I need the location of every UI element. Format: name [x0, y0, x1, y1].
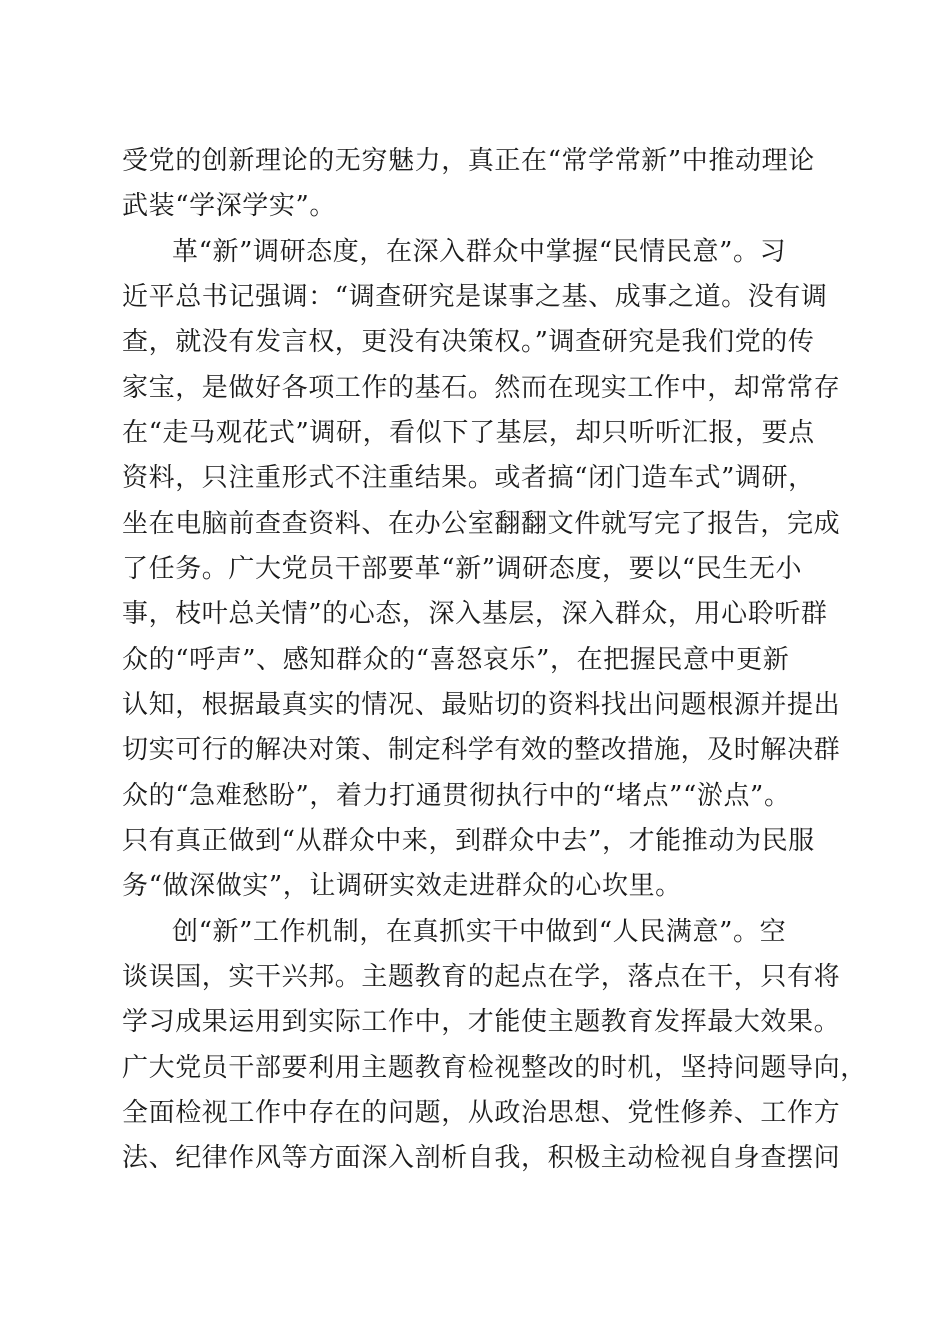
text-line: 切实可行的解决对策、制定科学有效的整改措施，及时解决群 [122, 735, 841, 765]
text-line: 只有真正做到“从群众中来，到群众中去”，才能推动为民服 [122, 826, 815, 856]
text-line: 家宝，是做好各项工作的基石。然而在现实工作中，却常常存 [122, 373, 841, 403]
text-line: 务“做深做实”，让调研实效走进群众的心坎里。 [122, 871, 682, 901]
text-line: 事，枝叶总关情”的心态，深入基层，深入群众，用心聆听群 [122, 599, 828, 629]
text-line: 在“走马观花式”调研，看似下了基层，却只听听汇报，要点 [122, 418, 815, 448]
text-line: 受党的创新理论的无穷魅力，真正在“常学常新”中推动理论 [122, 146, 815, 176]
text-line: 学习成果运用到实际工作中，才能使主题教育发挥最大效果。 [122, 1007, 841, 1037]
text-line: 坐在电脑前查查资料、在办公室翻翻文件就写完了报告，完成 [122, 509, 841, 539]
text-line: 认知，根据最真实的情况、最贴切的资料找出问题根源并提出 [122, 690, 841, 720]
text-line: 众的“呼声”、感知群众的“喜怒哀乐”，在把握民意中更新 [122, 645, 790, 675]
text-line: 查，就没有发言权，更没有决策权。”调查研究是我们党的传 [122, 327, 815, 357]
text-line: 了任务。广大党员干部要革“新”调研态度，要以“民生无小 [122, 554, 803, 584]
text-line: 近平总书记强调：“调查研究是谋事之基、成事之道。没有调 [122, 282, 828, 312]
paragraph-start-line: 创“新”工作机制，在真抓实干中做到“人民满意”。空 [172, 917, 787, 947]
text-line: 谈误国，实干兴邦。主题教育的起点在学，落点在干，只有将 [122, 962, 841, 992]
text-line: 众的“急难愁盼”，着力打通贯彻执行中的“堵点”“淤点”。 [122, 781, 791, 811]
text-line: 法、纪律作风等方面深入剖析自我，积极主动检视自身查摆问 [122, 1143, 841, 1173]
text-line: 广大党员干部要利用主题教育检视整改的时机，坚持问题导向， [122, 1053, 867, 1083]
text-line: 资料，只注重形式不注重结果。或者搞“闭门造车式”调研， [122, 463, 815, 493]
text-line: 全面检视工作中存在的问题，从政治思想、党性修养、工作方 [122, 1098, 841, 1128]
text-line: 武装“学深学实”。 [122, 191, 336, 221]
paragraph-start-line: 革“新”调研态度，在深入群众中掌握“民情民意”。习 [172, 237, 787, 267]
